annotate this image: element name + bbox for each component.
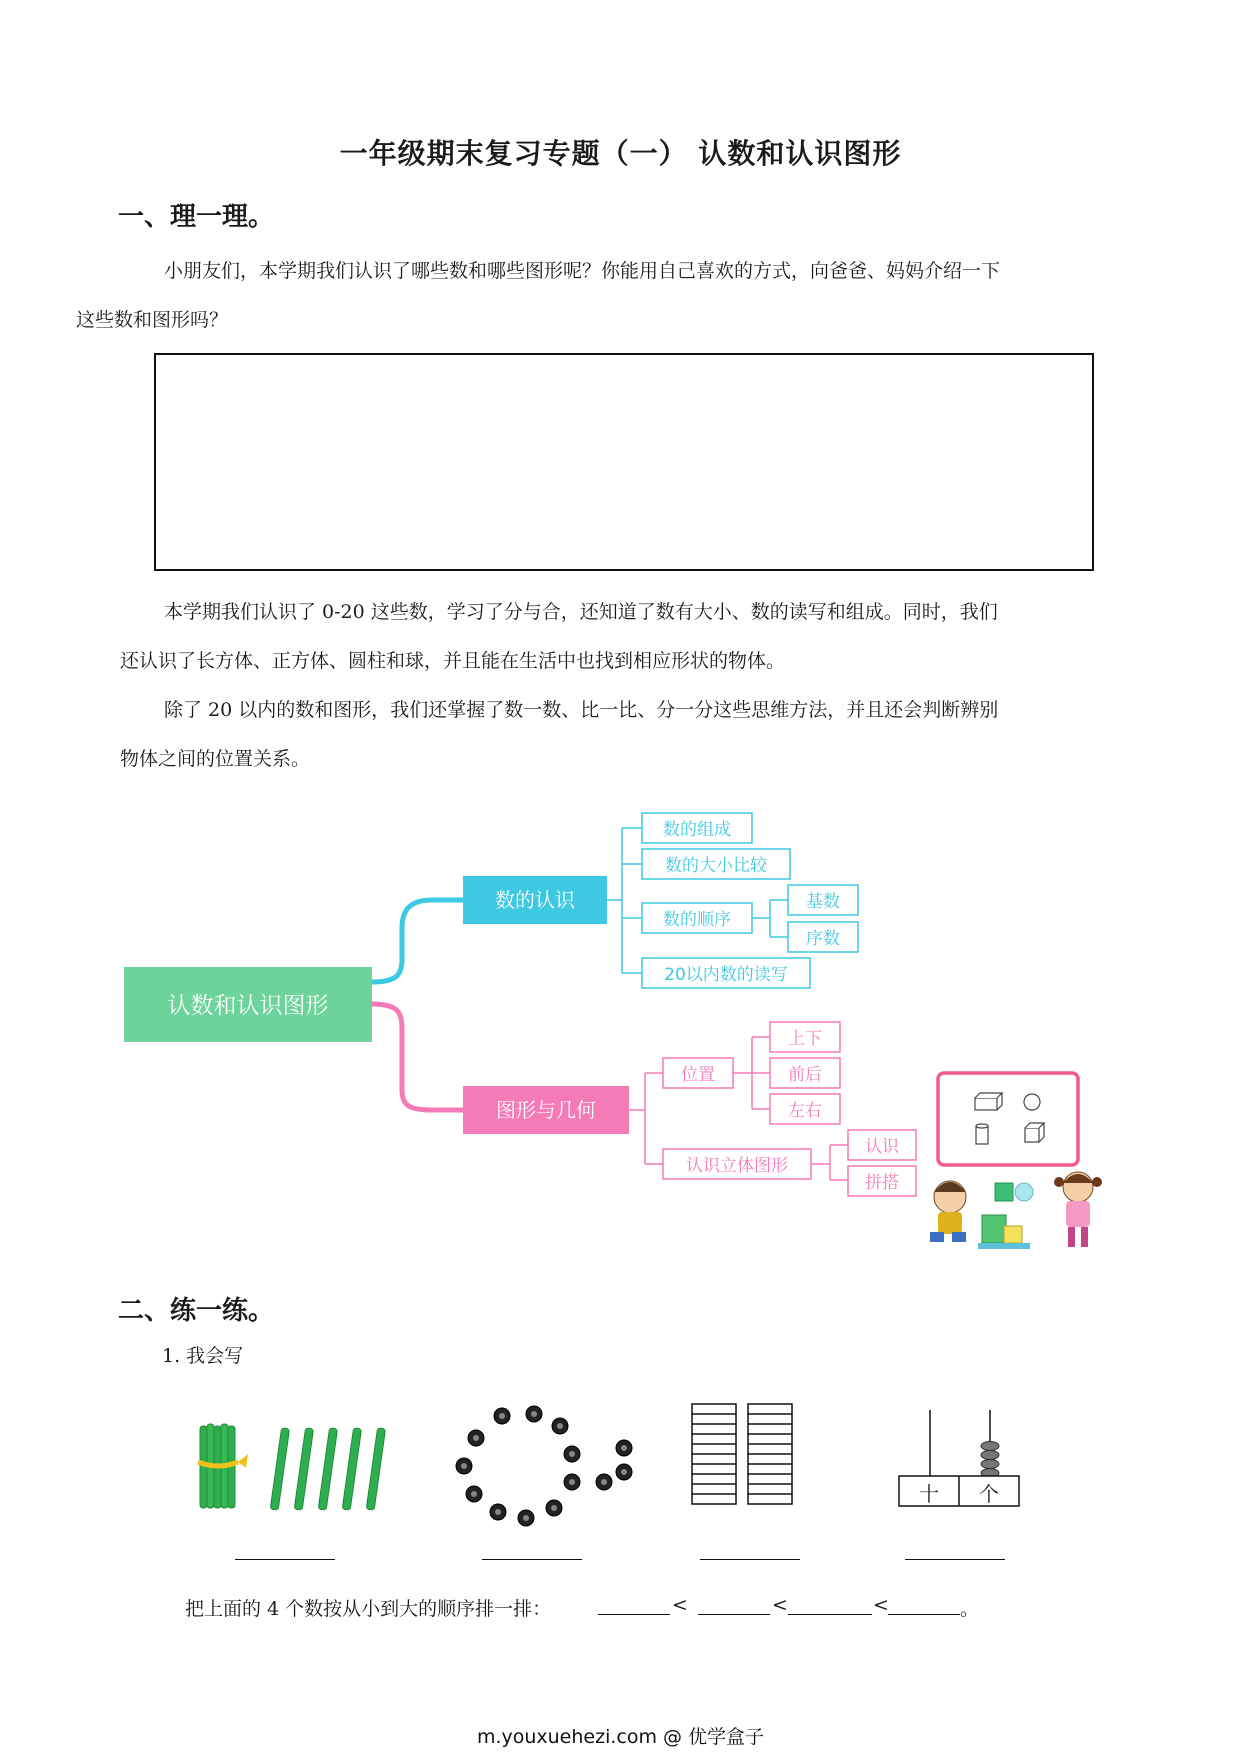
girl-icon	[1054, 1172, 1102, 1247]
position-child-updown-label: 上下	[788, 1029, 822, 1049]
order-blank-3[interactable]	[788, 1614, 872, 1615]
b2-child-solids-label: 认识立体图形	[686, 1156, 788, 1176]
b1-child-readwrite-label: 20以内数的读写	[664, 965, 788, 985]
intro-line-2: 这些数和图形吗？	[76, 309, 229, 331]
less-than-1: <	[672, 1594, 688, 1616]
boy-icon	[930, 1181, 966, 1242]
section1-heading: 一、理一理。	[118, 202, 275, 232]
position-child-leftright-label: 左右	[788, 1101, 822, 1121]
footer-source: m.youxuehezi.com @ 优学盒子	[476, 1726, 765, 1748]
connector-root-branch1	[372, 900, 463, 982]
position-child-frontback-label: 前后	[788, 1065, 822, 1085]
answer-blank-3[interactable]	[700, 1559, 800, 1560]
root-label: 认数和认识图形	[167, 993, 329, 1019]
branch2-bracket	[629, 1073, 663, 1164]
ball-block	[1015, 1183, 1033, 1201]
answer-blank-2[interactable]	[482, 1559, 582, 1560]
mind-map	[0, 800, 1241, 1270]
cube-block	[995, 1183, 1013, 1201]
b1-child-composition-label: 数的组成	[663, 820, 731, 840]
summary-paragraph-1	[120, 588, 1122, 686]
solids-child-recognize-label: 认识	[865, 1137, 899, 1157]
strips-figure	[688, 1402, 808, 1506]
order-blank-2[interactable]	[698, 1614, 770, 1615]
summary1-line-1: 本学期我们认识了 0-20 这些数，学习了分与合，还知道了数有大小、数的读写和组成。同时，我们	[164, 601, 998, 623]
order-prompt: 把上面的 4 个数按从小到大的顺序排一排：	[185, 1598, 552, 1620]
summary-paragraph-2	[120, 686, 1122, 784]
q1-label: 1. 我会写	[162, 1345, 244, 1367]
order-blank-1[interactable]	[598, 1614, 670, 1615]
abacus-ones-label: 个	[979, 1482, 999, 1506]
cart-base	[978, 1243, 1030, 1249]
summary1-line-2: 还认识了长方体、正方体、圆柱和球，并且能在生活中也找到相应形状的物体。	[120, 650, 786, 672]
yellow-block	[1004, 1226, 1022, 1243]
intro-paragraph	[76, 247, 1122, 345]
intro-line-1: 小朋友们，本学期我们认识了哪些数和哪些图形呢？你能用自己喜欢的方式，向爸爸、妈妈介绍一下	[164, 260, 1001, 282]
kids-blocks-illustration	[930, 1172, 1102, 1249]
branch1-bracket	[607, 828, 642, 973]
summary2-line-2: 物体之间的位置关系。	[120, 748, 311, 770]
less-than-3: <	[873, 1594, 889, 1616]
b1-child-order-label: 数的顺序	[663, 910, 731, 930]
connector-root-branch2	[372, 1004, 463, 1110]
abacus-tens-label: 十	[919, 1482, 939, 1506]
position-bracket	[733, 1037, 770, 1109]
solid-shapes-card	[938, 1073, 1078, 1165]
beads-figure	[450, 1400, 640, 1530]
summary2-line-1: 除了 20 以内的数和图形，我们还掌握了数一数、比一比、分一分这些思维方法，并且还会判断辨别	[164, 699, 999, 721]
branch1-label: 数的认识	[495, 888, 575, 912]
order-child-cardinal-label: 基数	[806, 892, 840, 912]
strip-stack-left-icon	[692, 1404, 736, 1504]
order-bracket	[752, 900, 788, 937]
single-sticks-icon	[270, 1428, 385, 1510]
sticks-figure	[190, 1418, 410, 1518]
cylinder-icon	[976, 1124, 988, 1144]
b2-child-position-label: 位置	[681, 1065, 715, 1085]
answer-blank-4[interactable]	[905, 1559, 1005, 1560]
page-title: 一年级期末复习专题（一） 认数和认识图形	[339, 137, 902, 170]
stick-bundle-icon	[198, 1424, 248, 1508]
answer-blank-1[interactable]	[235, 1559, 335, 1560]
solids-child-build-label: 拼搭	[865, 1173, 899, 1193]
answer-box[interactable]	[154, 353, 1094, 571]
order-blank-4[interactable]	[888, 1614, 960, 1615]
strip-stack-right-icon	[748, 1404, 792, 1504]
order-child-ordinal-label: 序数	[806, 929, 840, 949]
branch2-label: 图形与几何	[496, 1098, 596, 1122]
order-end-mark: 。	[960, 1598, 980, 1620]
b1-child-compare-label: 数的大小比较	[665, 856, 767, 876]
solids-bracket	[811, 1145, 848, 1180]
green-block	[982, 1215, 1006, 1243]
sphere-icon	[1024, 1094, 1040, 1110]
less-than-2: <	[772, 1594, 788, 1616]
section2-heading: 二、练一练。	[118, 1296, 275, 1326]
abacus-figure	[898, 1408, 1020, 1508]
